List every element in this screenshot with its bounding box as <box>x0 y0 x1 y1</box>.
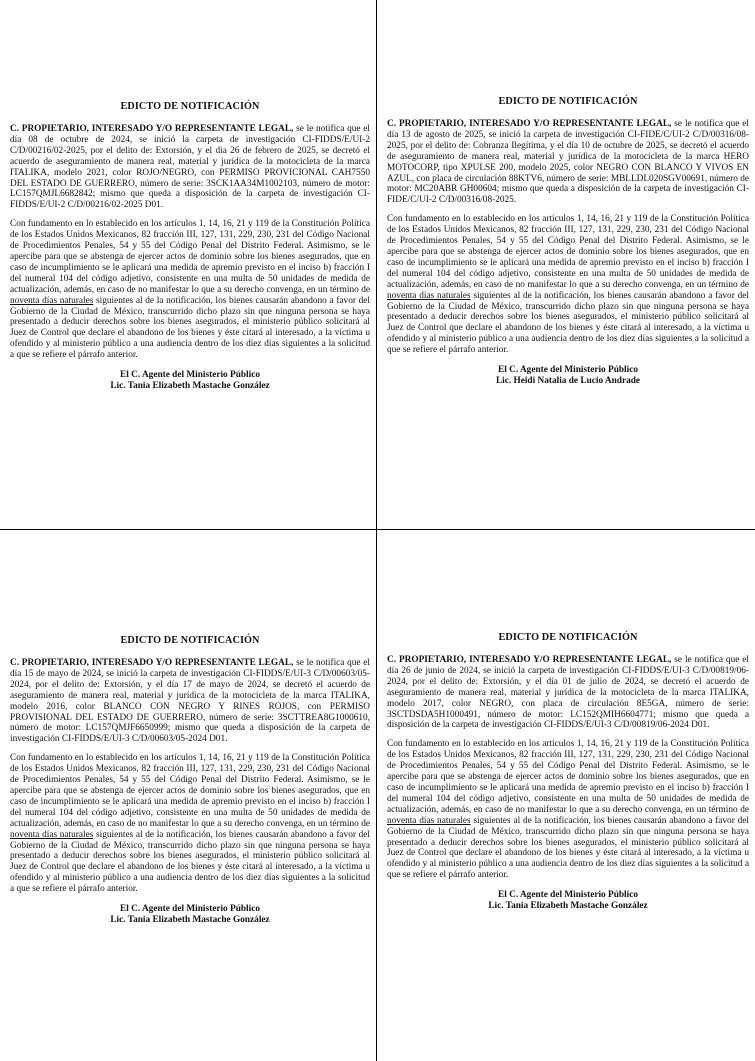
notice-intro-paragraph <box>387 119 749 206</box>
notice-intro-text: se le notifica que el día 15 de mayo de 2024, se inició la carpeta de investigación CI-FIDDS/E/UI-3 C/D/00603/05-2024, por el delito de: Extorsión, y el día 17 de mayo de 2024, se decretó el acuerdo de aseguramiento de manera real, material y jurídica de la motocicleta de la marca ITALIKA, modelo 2016, color BLANCO CON NEGRO Y RINES ROJOS, con PERMISO PROVISIONAL DEL ESTADO DE GUERRERO, número de serie: 3SCTTREA8G1000610, número de motor: LC157QMJF6650999; mismo que queda a disposición de la carpeta de investigación CI-FIDDS/E/UI-3 C/D/00603/05-2024 D01. <box>10 658 370 745</box>
notice-intro-text: se le notifica que el día 26 de junio de 2024, se inició la carpeta de investigación CI-FIDDS/E/UI-3 C/D/00819/06-2024, por el delito de: Extorsión, y el día 01 de julio de 2024, se decretó el acuerdo de aseguramiento de manera real, material y jurídica de la motocicleta de la marca ITALIKA, modelo 2017, color NEGRO, con placa de circulación 8E5GA, número de serie: 3SCTDSDA5H1000491, número de motor: LC152QMIH6604771; mismo que queda a disposición de la carpeta de investigación CI-FIDDS/E/UI-3 C/D/00819/06-2024 D01. <box>387 655 749 731</box>
addressee-label: C. PROPIETARIO, INTERESADO Y/O REPRESENTANTE LEGAL, <box>387 655 672 665</box>
legal-text-end: siguientes al de la notificación, los bienes causarán abandono a favor del Gobierno de la Ciudad de México, transcurrido dicho plazo sin que ninguna persona se haya presentado a deducir derechos sobre los bienes asegurados, el ministerio público solicitará al Juez de Control que declare el abandono de los bienes y éste citará al interesado, a la víctima u ofendido y al ministerio público a una audiencia dentro de los diez días siguientes a la solicitud a que se refiere el párrafo anterior. <box>387 290 749 356</box>
signature-name: Lic. Tania Elizabeth Mastache González <box>110 914 270 925</box>
signature-role: El C. Agente del Ministerio Público <box>120 370 260 381</box>
notice-panel-1 <box>0 0 377 530</box>
signature-block <box>387 365 749 387</box>
signature-name: Lic. Tania Elizabeth Mastache González <box>488 901 648 912</box>
deadline-underlined: noventa días naturales <box>387 815 471 826</box>
notice-panel-3 <box>0 530 377 1061</box>
deadline-underlined: noventa días naturales <box>387 290 471 301</box>
addressee-label: C. PROPIETARIO, INTERESADO Y/O REPRESENTANTE LEGAL, <box>10 658 294 668</box>
notice-body <box>387 632 749 912</box>
signature-role: El C. Agente del Ministerio Público <box>120 904 260 915</box>
legal-text-end: siguientes al de la notificación, los bienes causarán abandono a favor del Gobierno de la Ciudad de México, transcurrido dicho plazo sin que ninguna persona se haya presentado a deducir derechos sobre los bienes asegurados, el ministerio público solicitará al Juez de Control que declare el abandono de los bienes y éste citará al interesado, a la víctima u ofendido y al ministerio público a una audiencia dentro de los diez días siguientes a la solicitud a que se refiere el párrafo anterior. <box>387 815 749 881</box>
legal-text-start: Con fundamento en lo establecido en los artículos 1, 14, 16, 21 y 119 de la Constitución Política de los Estados Unidos Mexicanos, 82 fracción III, 127, 131, 229, 230, 231 del Código Nacional de Procedimientos Penales, 54 y 55 del Código Penal del Distrito Federal. Asimismo, se le apercibe para que se abstenga de ejercer actos de dominio sobre los bienes asegurados, que en caso de incumplimiento se le aplicará una medida de apremio previsto en el inciso b) fracción I del numeral 104 del código adjetivo, consistente en una multa de 50 unidades de medida de actualización, además, en caso de no manifestar lo que a su derecho convenga, en un término de <box>10 219 370 295</box>
signature-block <box>10 370 370 392</box>
addressee-label: C. PROPIETARIO, INTERESADO Y/O REPRESENTANTE LEGAL, <box>387 119 672 129</box>
notice-intro-text: se le notifica que el día 08 de octubre de 2024, se inició la carpeta de investigación CI-FIDDS/E/UI-2 C/D/00216/02-2025, por el delito de: Extorsión, y el día 26 de febrero de 2025, se decretó el acuerdo de aseguramiento de manera real, material y jurídica de la motocicleta de la marca ITALIKA, modelo 2021, color ROJO/NEGRO, con PERMISO PROVICIONAL CAH7550 DEL ESTADO DE GUERRERO, número de serie: 3SCK1AA34M1002103, número de motor: LC157QMJL6682842; mismo que queda a disposición de la carpeta de investigación CI-FIDDS/E/UI-2 C/D/00216/02-2025 D01. <box>10 124 370 211</box>
deadline-underlined: noventa días naturales <box>10 295 94 306</box>
notice-legal-paragraph <box>387 214 749 356</box>
notice-legal-paragraph <box>10 753 370 895</box>
notice-body <box>10 101 370 392</box>
notice-title: EDICTO DE NOTIFICACIÓN <box>120 635 260 646</box>
notice-panel-4 <box>377 530 755 1061</box>
signature-block <box>387 890 749 912</box>
legal-text-start: Con fundamento en lo establecido en los artículos 1, 14, 16, 21 y 119 de la Constitución Política de los Estados Unidos Mexicanos, 82 fracción III, 127, 131, 229, 230, 231 del Código Nacional de Procedimientos Penales, 54 y 55 del Código Penal del Distrito Federal. Asimismo, se le apercibe para que se abstenga de ejercer actos de dominio sobre los bienes asegurados, que en caso de incumplimiento se le aplicará una medida de apremio previsto en el inciso b) fracción I del numeral 104 del código adjetivo, consistente en una multa de 50 unidades de medida de actualización, además, en caso de no manifestar lo que a su derecho convenga, en un término de <box>387 739 749 815</box>
notice-title: EDICTO DE NOTIFICACIÓN <box>498 632 638 643</box>
notice-intro-text: se le notifica que el día 13 de agosto de 2025, se inició la carpeta de investigación CI-FIDE/C/UI-2 C/D/00316/08-2025, por el delito de: Cobranza Ilegítima, y el día 10 de octubre de 2025, se decretó el acuerdo de aseguramiento de manera real, material y jurídica de la motocicleta de la marca HERO MOTOCORP, tipo XPULSE 200, modelo 2025, color NEGRO CON BLANCO Y VIVOS EN AZUL, con placa de circulación 88KTV6, número de serie: MBLLDL020SGV00691, número de motor: MC20ABR GH00604; mismo que queda a disposición de la carpeta de investigación CI-FIDE/C/UI-2 C/D/00316/08-2025. <box>387 119 749 206</box>
addressee-label: C. PROPIETARIO, INTERESADO Y/O REPRESENTANTE LEGAL, <box>10 124 294 134</box>
notice-intro-paragraph <box>10 124 370 211</box>
notice-title: EDICTO DE NOTIFICACIÓN <box>498 96 638 107</box>
deadline-underlined: noventa días naturales <box>10 829 94 840</box>
notice-intro-paragraph <box>10 658 370 745</box>
notice-body <box>10 635 370 926</box>
notice-panel-2 <box>377 0 755 530</box>
signature-block <box>10 904 370 926</box>
legal-text-start: Con fundamento en lo establecido en los artículos 1, 14, 16, 21 y 119 de la Constitución Política de los Estados Unidos Mexicanos, 82 fracción III, 127, 131, 229, 230, 231 del Código Nacional de Procedimientos Penales, 54 y 55 del Código Penal del Distrito Federal. Asimismo, se le apercibe para que se abstenga de ejercer actos de dominio sobre los bienes asegurados, que en caso de incumplimiento se le aplicará una medida de apremio previsto en el inciso b) fracción I del numeral 104 del código adjetivo, consistente en una multa de 50 unidades de medida de actualización, además, en caso de no manifestar lo que a su derecho convenga, en un término de <box>387 214 749 290</box>
notice-title: EDICTO DE NOTIFICACIÓN <box>120 101 260 112</box>
legal-text-end: siguientes al de la notificación, los bienes causarán abandono a favor del Gobierno de la Ciudad de México, transcurrido dicho plazo sin que ninguna persona se haya presentado a deducir derechos sobre los bienes asegurados, el ministerio público solicitará al Juez de Control que declare el abandono de los bienes y éste citará al interesado, a la víctima u ofendido y al ministerio público a una audiencia dentro de los diez días siguientes a la solicitud a que se refiere el párrafo anterior. <box>10 295 370 361</box>
signature-name: Lic. Tania Elizabeth Mastache González <box>110 380 270 391</box>
notice-intro-paragraph <box>387 655 749 731</box>
signature-role: El C. Agente del Ministerio Público <box>498 890 638 901</box>
notice-body <box>387 96 749 387</box>
legal-text-start: Con fundamento en lo establecido en los artículos 1, 14, 16, 21 y 119 de la Constitución Política de los Estados Unidos Mexicanos, 82 fracción III, 127, 131, 229, 230, 231 del Código Nacional de Procedimientos Penales, 54 y 55 del Código Penal del Distrito Federal. Asimismo, se le apercibe para que se abstenga de ejercer actos de dominio sobre los bienes asegurados, que en caso de incumplimiento se le aplicará una medida de apremio previsto en el inciso b) fracción I del numeral 104 del código adjetivo, consistente en una multa de 50 unidades de medida de actualización, además, en caso de no manifestar lo que a su derecho convenga, en un término de <box>10 753 370 829</box>
signature-role: El C. Agente del Ministerio Público <box>498 365 638 376</box>
legal-text-end: siguientes al de la notificación, los bienes causarán abandono a favor del Gobierno de la Ciudad de México, transcurrido dicho plazo sin que ninguna persona se haya presentado a deducir derechos sobre los bienes asegurados, el ministerio público solicitará al Juez de Control que declare el abandono de los bienes y éste citará al interesado, a la víctima u ofendido y al ministerio público a una audiencia dentro de los diez días siguientes a la solicitud a que se refiere el párrafo anterior. <box>10 829 370 895</box>
signature-name: Lic. Heidi Natalia de Lucio Andrade <box>495 375 641 386</box>
notice-legal-paragraph <box>10 219 370 361</box>
notice-legal-paragraph <box>387 739 749 881</box>
